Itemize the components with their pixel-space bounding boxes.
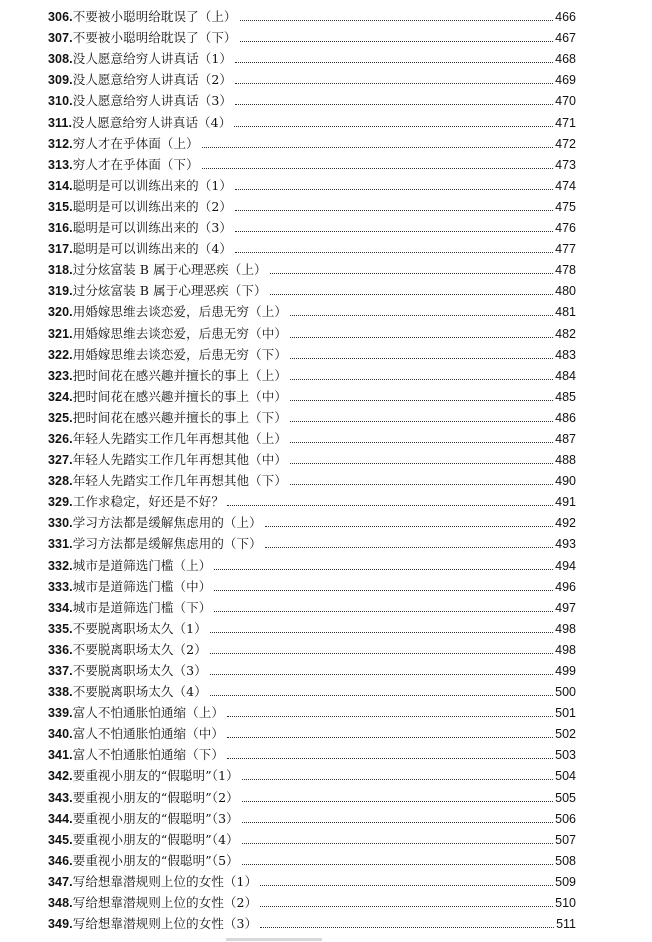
toc-entry-page-number: 506 — [555, 811, 576, 826]
toc-entry-page-number: 482 — [555, 326, 576, 341]
toc-entry-number: 313. — [48, 157, 73, 172]
toc-entry[interactable] — [48, 742, 576, 763]
toc-entry-text: 工作求稳定，好还是不好？ — [72, 494, 224, 510]
toc-entry-page-number: 472 — [555, 136, 576, 151]
toc-leader-dots — [290, 378, 553, 380]
toc-entry-text: 不要被小聪明给耽误了（下） — [72, 30, 237, 46]
toc-entry-title — [48, 853, 239, 869]
toc-entry-number: 323. — [48, 368, 73, 383]
toc-entry-number: 333. — [48, 579, 73, 594]
toc-entry-text: 过分炫富装 B 属于心理恶疾（上） — [72, 262, 267, 278]
toc-entry-title — [48, 473, 287, 489]
toc-entry-number: 324. — [48, 389, 73, 404]
toc-entry-text: 学习方法都是缓解焦虑用的（下） — [72, 536, 262, 552]
toc-entry-number: 312. — [48, 136, 73, 151]
toc-entry-page-number: 467 — [555, 31, 576, 46]
toc-entry-text: 要重视小朋友的“假聪明”（2） — [72, 789, 239, 805]
toc-entry-number: 341. — [48, 748, 73, 763]
toc-leader-dots — [290, 336, 553, 338]
toc-entry-text: 年轻人先踏实工作几年再想其他（下） — [72, 473, 287, 489]
toc-leader-dots — [234, 125, 553, 127]
toc-entry-title — [48, 220, 232, 236]
toc-entry-number: 321. — [48, 326, 73, 341]
toc-entry-page-number: 511 — [556, 917, 576, 932]
toc-entry-title — [48, 916, 257, 932]
toc-entry-title — [48, 136, 199, 152]
toc-entry-title — [48, 368, 287, 384]
toc-leader-dots — [290, 462, 553, 464]
toc-entry-text: 学习方法都是缓解焦虑用的（上） — [72, 515, 262, 531]
toc-entry-title — [48, 241, 232, 257]
toc-entry[interactable] — [48, 278, 576, 299]
toc-entry-text: 没人愿意给穷人讲真话（1） — [72, 51, 232, 67]
toc-leader-dots — [290, 399, 553, 401]
toc-entry-page-number: 499 — [555, 664, 576, 678]
toc-entry[interactable] — [48, 447, 576, 468]
toc-entry-number: 349. — [48, 917, 73, 932]
toc-entry-page-number: 505 — [555, 790, 576, 805]
toc-leader-dots — [227, 715, 553, 717]
toc-entry-text: 把时间花在感兴趣并擅长的事上（中） — [72, 388, 287, 404]
toc-entry-title — [48, 726, 224, 742]
toc-leader-dots — [242, 842, 553, 844]
toc-leader-dots — [214, 589, 553, 591]
toc-entry[interactable] — [48, 236, 576, 257]
toc-entry[interactable] — [48, 131, 576, 152]
toc-entry[interactable] — [48, 299, 576, 320]
toc-entry[interactable] — [48, 784, 576, 805]
toc-entry-page-number: 510 — [555, 896, 576, 911]
toc-entry[interactable] — [48, 848, 576, 869]
toc-entry[interactable] — [48, 827, 576, 848]
toc-entry-text: 用婚嫁思维去谈恋爱，后患无穷（下） — [72, 346, 287, 362]
toc-entry[interactable] — [48, 806, 576, 827]
toc-entry-page-number: 492 — [555, 516, 576, 531]
toc-entry[interactable] — [48, 342, 576, 363]
toc-entry-text: 不要脱离职场太久（3） — [72, 663, 207, 678]
toc-entry[interactable] — [48, 257, 576, 278]
toc-entry[interactable] — [48, 468, 576, 489]
toc-leader-dots — [214, 610, 553, 612]
toc-entry-title — [48, 283, 267, 299]
toc-entry[interactable] — [48, 869, 576, 890]
toc-entry[interactable] — [48, 25, 576, 46]
toc-leader-dots — [235, 103, 553, 105]
toc-entry-number: 319. — [48, 284, 73, 299]
toc-leader-dots — [290, 314, 553, 316]
toc-entry[interactable] — [48, 595, 576, 616]
table-of-contents — [48, 4, 576, 932]
toc-entry-title — [48, 663, 207, 679]
toc-entry-text: 不要脱离职场太久（4） — [72, 684, 207, 700]
toc-entry[interactable] — [48, 67, 576, 88]
toc-entry-number: 320. — [48, 305, 73, 320]
toc-entry[interactable] — [48, 658, 576, 679]
toc-entry-number: 329. — [48, 495, 73, 510]
toc-entry-text: 没人愿意给穷人讲真话（4） — [72, 114, 232, 130]
toc-entry-number: 337. — [48, 664, 73, 678]
toc-entry-page-number: 491 — [555, 495, 576, 510]
toc-leader-dots — [270, 293, 554, 295]
toc-entry-title — [48, 452, 287, 468]
toc-entry-text: 用婚嫁思维去谈恋爱，后患无穷（中） — [72, 325, 287, 341]
toc-entry-page-number: 490 — [555, 474, 576, 489]
toc-entry-text: 聪明是可以训练出来的（3） — [72, 220, 232, 236]
toc-entry-page-number: 468 — [555, 52, 576, 67]
toc-leader-dots — [202, 146, 553, 148]
toc-leader-dots — [227, 757, 553, 759]
toc-entry-page-number: 484 — [555, 368, 576, 383]
toc-entry-title — [48, 51, 232, 67]
toc-entry[interactable] — [48, 489, 576, 510]
toc-entry[interactable] — [48, 574, 576, 595]
toc-leader-dots — [210, 694, 553, 696]
toc-entry-title — [48, 558, 211, 574]
toc-entry-number: 325. — [48, 410, 73, 425]
toc-entry[interactable] — [48, 4, 576, 25]
toc-entry-text: 年轻人先踏实工作几年再想其他（中） — [72, 452, 287, 468]
toc-entry-number: 348. — [48, 896, 73, 911]
toc-entry-text: 不要被小聪明给耽误了（上） — [72, 9, 237, 25]
toc-entry-number: 338. — [48, 685, 73, 700]
toc-entry-title — [48, 515, 262, 531]
toc-entry-title — [48, 768, 239, 784]
toc-entry[interactable] — [48, 88, 576, 109]
toc-entry-page-number: 486 — [555, 410, 576, 425]
toc-entry-number: 310. — [48, 94, 73, 109]
toc-entry-text: 写给想靠潜规则上位的女性（2） — [72, 895, 258, 911]
toc-entry-title — [48, 262, 267, 278]
toc-entry-title — [48, 93, 232, 109]
toc-leader-dots — [290, 483, 553, 485]
toc-entry-page-number: 501 — [555, 706, 576, 721]
toc-leader-dots — [290, 420, 553, 422]
toc-entry-page-number: 498 — [555, 621, 576, 636]
toc-entry-text: 写给想靠潜规则上位的女性（1） — [72, 873, 258, 889]
toc-entry-title — [48, 431, 287, 447]
toc-entry-title — [48, 895, 257, 911]
toc-leader-dots — [214, 568, 553, 570]
toc-entry-title — [48, 199, 232, 215]
toc-entry[interactable] — [48, 426, 576, 447]
toc-entry-number: 330. — [48, 516, 73, 531]
toc-entry-text: 聪明是可以训练出来的（1） — [72, 177, 232, 193]
toc-leader-dots — [240, 40, 554, 42]
toc-entry[interactable] — [48, 173, 576, 194]
toc-entry-page-number: 497 — [555, 600, 576, 615]
toc-entry-number: 339. — [48, 706, 73, 721]
toc-entry[interactable] — [48, 679, 576, 700]
toc-leader-dots — [290, 357, 553, 359]
toc-entry-number: 327. — [48, 453, 73, 468]
toc-entry-number: 317. — [48, 242, 73, 257]
toc-leader-dots — [242, 800, 553, 802]
toc-entry-number: 318. — [48, 263, 73, 278]
toc-entry-number: 307. — [48, 31, 73, 46]
toc-entry-title — [48, 72, 232, 88]
toc-leader-dots — [260, 905, 553, 907]
toc-entry-text: 要重视小朋友的“假聪明”（5） — [72, 852, 239, 868]
toc-entry-text: 没人愿意给穷人讲真话（2） — [72, 72, 232, 88]
toc-entry-page-number: 503 — [555, 748, 576, 763]
toc-entry[interactable] — [48, 46, 576, 67]
toc-entry-text: 富人不怕通胀怕通缩（中） — [72, 726, 224, 742]
toc-entry-title — [48, 621, 207, 637]
toc-entry-page-number: 471 — [555, 115, 576, 130]
toc-entry-number: 346. — [48, 853, 73, 868]
toc-entry-text: 要重视小朋友的“假聪明”（1） — [72, 768, 239, 784]
toc-entry-text: 要重视小朋友的“假聪明”（4） — [72, 831, 239, 847]
toc-entry-page-number: 477 — [555, 242, 576, 257]
toc-entry-page-number: 483 — [555, 347, 576, 362]
toc-entry[interactable] — [48, 363, 576, 384]
toc-entry-title — [48, 326, 287, 342]
toc-entry[interactable] — [48, 552, 576, 573]
toc-entry-number: 308. — [48, 52, 73, 67]
toc-leader-dots — [235, 251, 553, 253]
toc-entry[interactable] — [48, 510, 576, 531]
toc-entry-title — [48, 579, 211, 595]
toc-entry-number: 328. — [48, 474, 73, 489]
toc-leader-dots — [235, 230, 553, 232]
toc-entry[interactable] — [48, 215, 576, 236]
toc-entry-number: 314. — [48, 178, 73, 193]
toc-entry-number: 345. — [48, 832, 73, 847]
toc-entry-text: 城市是道筛选门槛（下） — [72, 599, 212, 615]
toc-entry-number: 306. — [48, 10, 73, 25]
toc-entry-page-number: 504 — [555, 769, 576, 784]
toc-leader-dots — [290, 441, 553, 443]
toc-entry[interactable] — [48, 721, 576, 742]
toc-leader-dots — [242, 863, 553, 865]
toc-entry-page-number: 476 — [555, 221, 576, 236]
toc-entry-number: 331. — [48, 537, 73, 552]
toc-entry-page-number: 481 — [555, 305, 576, 320]
toc-entry[interactable] — [48, 616, 576, 637]
toc-entry-text: 把时间花在感兴趣并擅长的事上（下） — [72, 409, 287, 425]
toc-entry-title — [48, 790, 239, 806]
toc-entry-number: 322. — [48, 347, 73, 362]
toc-entry-text: 没人愿意给穷人讲真话（3） — [72, 93, 232, 109]
toc-entry-title — [48, 389, 287, 405]
toc-entry-text: 年轻人先踏实工作几年再想其他（上） — [72, 430, 287, 446]
toc-leader-dots — [242, 821, 553, 823]
toc-entry-text: 聪明是可以训练出来的（2） — [72, 198, 232, 214]
toc-entry-page-number: 475 — [555, 199, 576, 214]
toc-entry-number: 334. — [48, 600, 73, 615]
toc-entry-title — [48, 304, 287, 320]
toc-entry-number: 342. — [48, 769, 73, 784]
toc-leader-dots — [235, 82, 553, 84]
toc-entry-page-number: 473 — [555, 157, 576, 172]
toc-leader-dots — [242, 778, 553, 780]
toc-entry-page-number: 470 — [555, 94, 576, 109]
toc-entry-page-number: 500 — [555, 685, 576, 700]
toc-entry-page-number: 487 — [555, 431, 576, 446]
toc-entry-text: 不要脱离职场太久（1） — [72, 620, 207, 636]
toc-entry-page-number: 480 — [555, 284, 576, 299]
toc-entry-number: 332. — [48, 558, 73, 573]
toc-leader-dots — [265, 546, 553, 548]
toc-entry-page-number: 466 — [555, 10, 576, 25]
toc-entry[interactable] — [48, 194, 576, 215]
toc-entry-title — [48, 747, 224, 763]
toc-entry-title — [48, 832, 239, 848]
toc-leader-dots — [210, 631, 553, 633]
toc-leader-dots — [235, 188, 553, 190]
toc-entry[interactable] — [48, 384, 576, 405]
toc-entry-title — [48, 115, 231, 131]
toc-entry-page-number: 485 — [555, 389, 576, 404]
toc-entry-text: 过分炫富装 B 属于心理恶疾（下） — [72, 283, 267, 299]
toc-entry-number: 335. — [48, 621, 73, 636]
toc-entry-number: 343. — [48, 790, 73, 805]
toc-entry-text: 用婚嫁思维去谈恋爱，后患无穷（上） — [72, 304, 287, 320]
toc-entry-title — [48, 30, 237, 46]
toc-entry-page-number: 474 — [555, 178, 576, 193]
toc-entry-text: 富人不怕通胀怕通缩（下） — [72, 747, 224, 763]
toc-entry-text: 写给想靠潜规则上位的女性（3） — [72, 916, 258, 932]
toc-entry-text: 把时间花在感兴趣并擅长的事上（上） — [72, 367, 287, 383]
toc-entry[interactable] — [48, 405, 576, 426]
toc-entry-number: 326. — [48, 431, 73, 446]
toc-entry[interactable] — [48, 700, 576, 721]
toc-entry-title — [48, 178, 232, 194]
toc-entry-title — [48, 494, 224, 510]
toc-entry-page-number: 496 — [555, 579, 576, 594]
toc-entry-page-number: 508 — [555, 853, 576, 868]
toc-entry-page-number: 509 — [555, 874, 576, 889]
toc-entry[interactable] — [48, 109, 576, 130]
toc-entry-number: 315. — [48, 199, 73, 214]
toc-entry-title — [48, 684, 207, 700]
toc-leader-dots — [260, 884, 553, 886]
toc-entry-text: 聪明是可以训练出来的（4） — [72, 241, 232, 257]
toc-entry-page-number: 478 — [555, 263, 576, 278]
toc-entry-text: 不要脱离职场太久（2） — [72, 641, 207, 657]
toc-entry-text: 城市是道筛选门槛（中） — [72, 578, 212, 594]
toc-leader-dots — [235, 61, 553, 63]
toc-entry-number: 309. — [48, 73, 73, 88]
page-footer-bar — [226, 938, 322, 941]
toc-entry-title — [48, 410, 287, 426]
toc-entry-title — [48, 157, 199, 173]
toc-entry[interactable] — [48, 637, 576, 658]
toc-entry-page-number: 498 — [555, 642, 576, 657]
toc-leader-dots — [270, 272, 554, 274]
toc-entry-title — [48, 600, 211, 616]
toc-leader-dots — [210, 652, 553, 654]
toc-entry-number: 344. — [48, 811, 73, 826]
toc-entry-text: 穷人才在乎体面（下） — [72, 156, 199, 172]
toc-entry-page-number: 494 — [555, 558, 576, 573]
toc-entry[interactable] — [48, 320, 576, 341]
toc-entry-title — [48, 642, 207, 658]
toc-entry[interactable] — [48, 911, 576, 932]
toc-entry[interactable] — [48, 531, 576, 552]
toc-entry-number: 336. — [48, 642, 73, 657]
toc-entry-page-number: 488 — [555, 453, 576, 468]
toc-entry-title — [48, 705, 224, 721]
toc-leader-dots — [227, 736, 553, 738]
toc-entry-text: 穷人才在乎体面（上） — [72, 135, 199, 151]
toc-entry-title — [48, 536, 262, 552]
toc-leader-dots — [227, 504, 553, 506]
toc-leader-dots — [235, 209, 553, 211]
toc-entry-number: 316. — [48, 221, 73, 236]
toc-entry[interactable] — [48, 763, 576, 784]
toc-entry-number: 340. — [48, 727, 73, 742]
toc-entry-title — [48, 9, 237, 25]
toc-entry[interactable] — [48, 890, 576, 911]
toc-leader-dots — [260, 926, 554, 928]
toc-entry-title — [48, 347, 287, 363]
toc-leader-dots — [210, 673, 553, 675]
toc-entry-page-number: 469 — [555, 73, 576, 88]
toc-leader-dots — [202, 167, 553, 169]
toc-entry[interactable] — [48, 152, 576, 173]
toc-entry-text: 富人不怕通胀怕通缩（上） — [72, 705, 224, 721]
toc-leader-dots — [240, 19, 554, 21]
toc-entry-number: 347. — [48, 874, 73, 889]
toc-leader-dots — [265, 525, 553, 527]
toc-entry-page-number: 502 — [555, 727, 576, 742]
toc-entry-title — [48, 874, 257, 890]
toc-entry-page-number: 507 — [555, 832, 576, 847]
toc-entry-page-number: 493 — [555, 537, 576, 552]
toc-entry-text: 要重视小朋友的“假聪明”（3） — [72, 810, 239, 826]
toc-entry-number: 311. — [48, 115, 73, 130]
toc-entry-text: 城市是道筛选门槛（上） — [72, 557, 212, 573]
toc-entry-title — [48, 811, 239, 827]
